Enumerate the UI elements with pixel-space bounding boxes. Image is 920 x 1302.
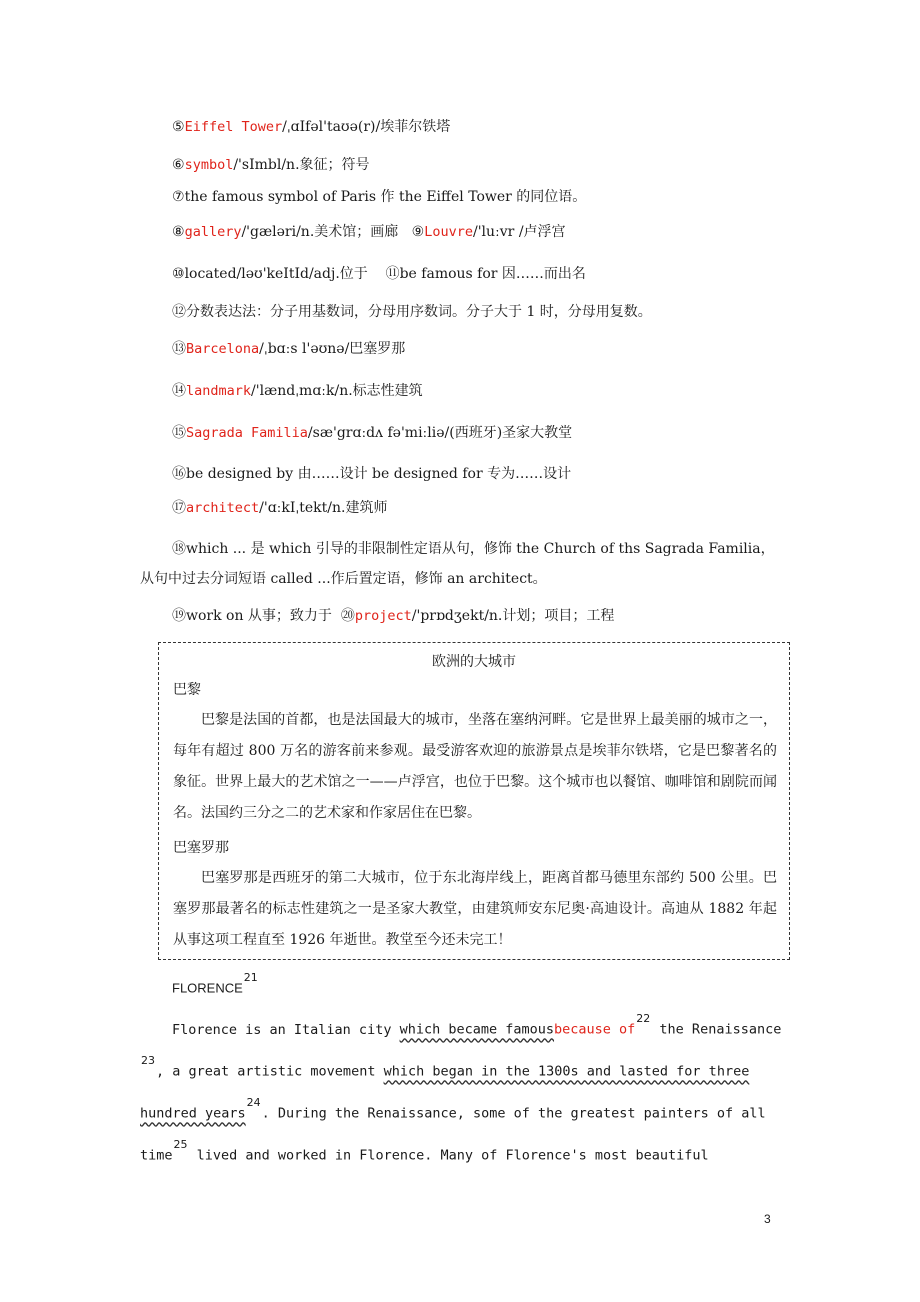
footnote-marker: 21 (243, 971, 258, 984)
note-6 (172, 155, 370, 175)
florence-line-3 (140, 1096, 781, 1122)
passage-underlined: hundred years (140, 1105, 246, 1122)
note-7 (172, 187, 586, 207)
note-text: 分数表达法：分子用基数词，分母用序数词。分子大于 1 时，分母用复数。 (186, 304, 652, 320)
passage-text: lived and worked in Florence. Many of Florence's most beautiful (188, 1147, 709, 1164)
note-marker: ⑳ (340, 608, 355, 624)
passage-text: , a great artistic movement (156, 1063, 384, 1080)
translation-box (158, 642, 790, 960)
note-marker: ⑫ (172, 304, 186, 320)
passage-underlined: which began in the 1300s and lasted for three (383, 1063, 750, 1080)
florence-heading-text: FLORENCE (172, 980, 243, 996)
paris-heading: 巴黎 (173, 682, 201, 698)
note-marker: ⑪ (385, 266, 400, 282)
passage-underlined: which became famous (399, 1021, 555, 1038)
note-text: located/ləʊ'keItId/adj.位于 (184, 266, 368, 282)
page-number: 3 (764, 1212, 771, 1226)
note-text: the famous symbol of Paris 作 the Eiffel Tower 的同位语。 (184, 189, 587, 205)
note-marker: ⑭ (172, 383, 186, 399)
note-marker: ⑱ (172, 541, 186, 557)
note-gloss: /'luːvr /卢浮宫 (472, 224, 566, 240)
box-title: 欧洲的大城市 (432, 654, 516, 670)
note-term: project (354, 608, 412, 624)
note-marker: ⑦ (172, 189, 185, 205)
note-14 (172, 381, 423, 401)
footnote-marker: 24 (246, 1096, 261, 1109)
note-text: be designed by 由……设计 be designed for 专为……设计 (186, 466, 572, 482)
note-term: architect (186, 500, 260, 516)
passage-text: . During the Renaissance, some of the greatest painters of all (261, 1105, 766, 1122)
note-12 (172, 302, 652, 322)
note-text: work on 从事；致力于 (186, 608, 332, 624)
note-term: Sagrada Familia (186, 425, 308, 441)
note-15 (172, 423, 572, 443)
note-marker: ⑩ (172, 266, 185, 282)
footnote-marker: 25 (173, 1138, 188, 1151)
note-8-9 (172, 222, 566, 242)
florence-line-1 (140, 1012, 782, 1038)
note-gloss: /sæ'grɑːdʌ fə'miːliə/(西班牙)圣家大教堂 (307, 425, 573, 441)
note-marker: ⑥ (172, 157, 185, 173)
note-term: Barcelona (186, 341, 260, 357)
note-marker: ⑧ (172, 224, 185, 240)
passage-text: the Renaissance (651, 1021, 782, 1038)
note-gloss: /'ɑːkIˌtekt/n.建筑师 (259, 500, 388, 516)
florence-line-4 (140, 1138, 781, 1164)
note-19-20 (172, 606, 614, 626)
note-term: Louvre (424, 224, 473, 240)
note-term: landmark (186, 383, 252, 399)
note-marker: ⑯ (172, 466, 186, 482)
note-marker: ⑨ (411, 224, 425, 240)
note-text: which ... 是 which 引导的非限制性定语从句，修饰 the Church of ths Sagrada Familia，从句中过去分词短语 called ...作后置定语，修饰 an architect。 (140, 541, 775, 587)
note-term: symbol (184, 157, 234, 173)
note-marker: ⑤ (172, 119, 185, 135)
note-gloss: /'prɒdʒekt/n.计划；项目；工程 (411, 608, 615, 624)
note-18 (140, 534, 780, 594)
paris-text: 巴黎是法国的首都，也是法国最大的城市，坐落在塞纳河畔。它是世界上最美丽的城市之一，每年有超过 800 万名的游客前来参观。最受游客欢迎的旅游景点是埃菲尔铁塔，它是巴黎著名的象征。世界上最大的艺术馆之一——卢浮宫，也位于巴黎。这个城市也以餐馆、咖啡馆和剧院而闻名。法国约三分之二的艺术家和作家居住在巴黎。 (173, 712, 777, 821)
note-5 (172, 117, 450, 137)
note-gloss: /ˌɑIfəl'taʊə(r)/埃菲尔铁塔 (282, 119, 451, 135)
florence-line-2 (140, 1054, 781, 1080)
note-16 (172, 464, 571, 484)
note-gloss: /'sImbl/n.象征；符号 (233, 157, 370, 173)
note-marker: ⑲ (172, 608, 186, 624)
florence-heading (172, 971, 259, 998)
footnote-marker: 22 (636, 1012, 651, 1025)
note-10-11 (172, 264, 586, 284)
footnote-marker: 23 (141, 1054, 155, 1067)
barcelona-text: 巴塞罗那是西班牙的第二大城市，位于东北海岸线上，距离首都马德里东部约 500 公里。巴塞罗那最著名的标志性建筑之一是圣家大教堂，由建筑师安东尼奥·高迪设计。高迪从 1882 年起从事这项工程直至 1926 年逝世。教堂至今还未完工！ (173, 870, 777, 948)
passage-highlight: because of (554, 1021, 636, 1038)
barcelona-heading: 巴塞罗那 (173, 840, 229, 856)
note-gloss: /ˌbɑːs l'əʊnə/巴塞罗那 (259, 341, 406, 357)
note-gloss: /'lændˌmɑːk/n.标志性建筑 (251, 383, 423, 399)
passage-text: Florence is an Italian city (172, 1021, 400, 1038)
note-term: gallery (184, 224, 242, 240)
note-17 (172, 498, 387, 518)
note-13 (172, 339, 405, 359)
passage-text: time (140, 1147, 173, 1164)
note-term: Eiffel Tower (184, 119, 283, 135)
note-marker: ⑰ (172, 500, 186, 516)
note-marker: ⑮ (172, 425, 186, 441)
note-text: be famous for 因……而出名 (399, 266, 586, 282)
note-marker: ⑬ (172, 341, 186, 357)
note-gloss: /'gæləri/n.美术馆；画廊 (241, 224, 399, 240)
